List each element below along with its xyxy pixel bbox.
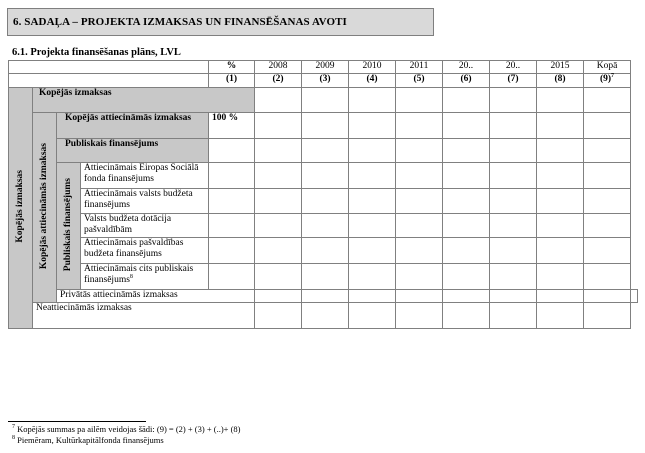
footnote-8: $^8$ Piemēram, Kultūrkapitālfonda finansējums <box>12 434 164 445</box>
header-blank <box>9 61 209 74</box>
col-header-20a: 20.. <box>443 61 490 74</box>
section-title: 6. SADAĻA – PROJEKTA IZMAKSAS UN FINANSĒŠANAS AVOTI <box>13 16 347 28</box>
section-header <box>7 8 434 36</box>
row-total-costs <box>9 88 638 113</box>
row-state-budget <box>9 189 638 214</box>
col-num-1: (1) <box>209 74 255 88</box>
row-state-grant <box>9 214 638 238</box>
label-esf: Attiecināmais Eiropas Sociālā fonda finansējums <box>81 163 209 189</box>
label-eligible-costs: Kopējās attiecināmās izmaksas <box>57 113 209 139</box>
label-state-grant: Valsts budžeta dotācija pašvaldībām <box>81 214 209 238</box>
col-header-total: Kopā <box>584 61 631 74</box>
vertical-label-total: Kopējās izmaksas <box>9 88 33 329</box>
label-municipal: Attiecināmais pašvaldības budžeta finansējums <box>81 238 209 264</box>
col-num-6: (6) <box>443 74 490 88</box>
col-header-2010: 2010 <box>349 61 396 74</box>
column-number-row <box>9 74 638 88</box>
table-subtitle: 6.1. Projekta finansēšanas plāns, LVL <box>12 47 181 58</box>
row-private <box>9 290 638 303</box>
label-state-budget: Attiecināmais valsts budžeta finansējums <box>81 189 209 214</box>
label-total-costs: Kopējās izmaksas <box>33 88 255 113</box>
number-blank <box>9 74 209 88</box>
row-eligible-costs <box>9 113 638 139</box>
footnotes <box>12 424 240 445</box>
col-num-5: (5) <box>396 74 443 88</box>
row-esf <box>9 163 638 189</box>
footnote-ref-8: 8 <box>129 273 133 280</box>
col-num-4: (4) <box>349 74 396 88</box>
financing-plan-table <box>8 60 638 329</box>
col-num-3: (3) <box>302 74 349 88</box>
label-other-public: Attiecināmais cits publiskais finansējums$^8$ <box>81 264 209 290</box>
col-header-pct: % <box>209 61 255 74</box>
vertical-label-eligible: Kopējās attiecināmās izmaksas <box>33 113 57 303</box>
row-public-financing <box>9 139 638 163</box>
vertical-label-public: Publiskais finansējums <box>57 163 81 290</box>
eligible-pct: 100 % <box>209 113 255 139</box>
col-num-7: (7) <box>490 74 537 88</box>
row-other-public <box>9 264 638 290</box>
col-num-9: $(9)^7$ <box>584 74 631 88</box>
col-num-2: (2) <box>255 74 302 88</box>
col-header-2011: 2011 <box>396 61 443 74</box>
col-header-20b: 20.. <box>490 61 537 74</box>
footnote-7: $^7$ Kopējās summas pa ailēm veidojas šādi: (9) = (2) + (3) + (..)+ (8) <box>12 424 241 434</box>
label-public-financing: Publiskais finansējums <box>57 139 209 163</box>
footnote-separator <box>8 421 146 422</box>
col-header-2008: 2008 <box>255 61 302 74</box>
col-num-8: (8) <box>537 74 584 88</box>
label-private: Privātās attiecināmās izmaksas <box>57 290 255 303</box>
header-row <box>9 61 638 74</box>
footnote-ref-7: 7 <box>611 72 615 79</box>
col-header-2015: 2015 <box>537 61 584 74</box>
row-non-eligible <box>9 303 638 329</box>
row-municipal <box>9 238 638 264</box>
col-header-2009: 2009 <box>302 61 349 74</box>
label-non-eligible: Neattiecināmās izmaksas <box>33 303 255 329</box>
